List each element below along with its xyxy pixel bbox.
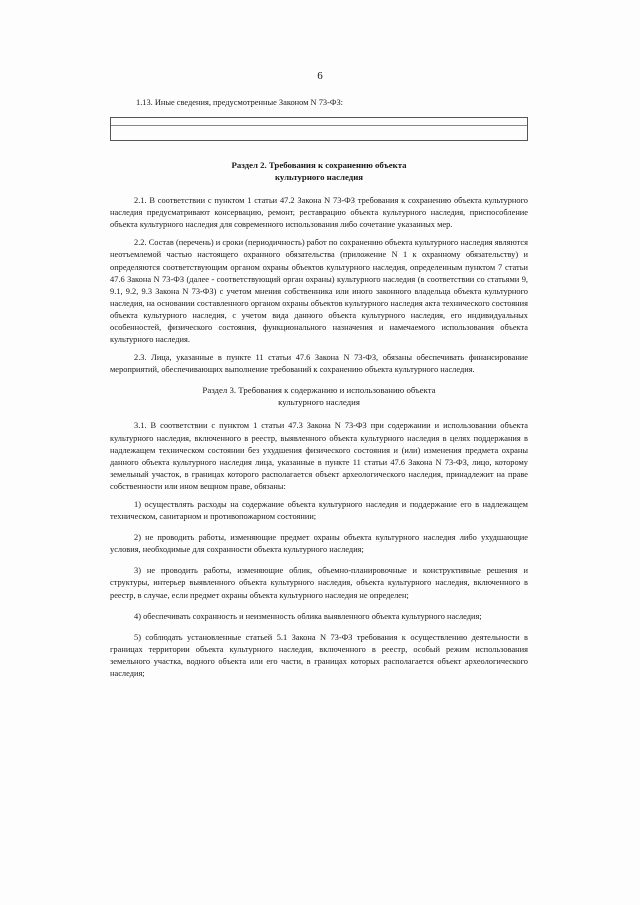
section-2-heading	[110, 159, 528, 183]
section-3-title-line2: культурного наследия	[278, 397, 360, 408]
paragraph-3-1: 3.1. В соответствии с пунктом 1 статьи 47.3 Закона N 73-ФЗ при содержании и использовании объекта культурного наследия, включенного в реестр, выявленного объекта культурного наследия в целях поддержания в надлежащем техническом состоянии без ухудшения физического состояния и (или) изменения предмета охраны данного объекта культурного наследия лица, указанные в пункте 11 статьи 47.6 Закона N 73-ФЗ, лицо, которому земельный участок, в границах которого располагается объект археологического наследия, принадлежит на праве собственности или ином вещном праве, обязаны:	[110, 421, 528, 491]
section-3-title-line1: Раздел 3. Требования к содержанию и использованию объекта	[202, 385, 436, 396]
section-2-title-line1: Раздел 2. Требования к сохранению объекта	[231, 160, 407, 171]
paragraph-2-3: 2.3. Лица, указанные в пункте 11 статьи 47.6 Закона N 73-ФЗ, обязаны обеспечивать финансирование мероприятий, обеспечивающих выполнение требований к сохранению объекта культурного наследия.	[110, 353, 528, 375]
list-item-2: 2) не проводить работы, изменяющие предмет охраны объекта культурного наследия либо ухудшающие условия, необходимые для сохранности объекта культурного наследия;	[110, 533, 528, 555]
list-item-4: 4) обеспечивать сохранность и неизменность облика выявленного объекта культурного наследия;	[134, 611, 482, 621]
item-1-13-label: 1.13. Иные сведения, предусмотренные Законом N 73-ФЗ:	[136, 98, 344, 107]
document-body	[110, 97, 528, 689]
page-number: 6	[317, 70, 323, 82]
section-2-title-line2: культурного наследия	[274, 172, 364, 183]
list-item-5: 5) соблюдать установленные статьей 5.1 Закона N 73-ФЗ требования к осуществлению деятельности в границах территории объекта культурного наследия, включенного в реестр, особый режим использования земельного участка, водного объекта или его части, в границах которых располагается объект археологического наследия;	[110, 632, 528, 678]
paragraph-2-1: 2.1. В соответствии с пунктом 1 статьи 47.2 Закона N 73-ФЗ требования к сохранению объекта культурного наследия предусматривают консервацию, ремонт, реставрацию объекта культурного наследия, приспособление объекта культурного наследия для современного использования либо сочетание указанных мер.	[110, 196, 528, 230]
other-info-field	[110, 117, 528, 141]
section-3-heading	[110, 384, 528, 408]
list-item-3: 3) не проводить работы, изменяющие облик, объемно-планировочные и конструктивные решения и структуры, интерьер выявленного объекта культурного наследия, объекта культурного наследия, включенного в реестр, в случае, если предмет охраны объекта культурного наследия не определен;	[110, 566, 528, 600]
paragraph-2-2: 2.2. Состав (перечень) и сроки (периодичность) работ по сохранению объекта культурного наследия являются неотъемлемой частью настоящего охранного обязательства (приложение N 1 к охранному обязательству) и определяются соответствующим органом охраны объектов культурного наследия, определенным пунктом 7 статьи 47.6 Закона N 73-ФЗ (далее - соответствующий орган охраны) культурного наследия (в соответствии со статьями 9, 9.1, 9.2, 9.3 Закона N 73-ФЗ) с учетом мнения собственника или иного законного владельца объекта культурного наследия, на основании составленного органом охраны объектов культурного наследия акта технического состояния объекта культурного наследия, с учетом вида данного объекта культурного наследия, его индивидуальных особенностей, физического состояния, функционального назначения и намечаемого использования объекта культурного наследия.	[110, 238, 528, 345]
list-item-1: 1) осуществлять расходы на содержание объекта культурного наследия и поддержание его в надлежащем техническом, санитарном и противопожарном состоянии;	[110, 499, 528, 522]
